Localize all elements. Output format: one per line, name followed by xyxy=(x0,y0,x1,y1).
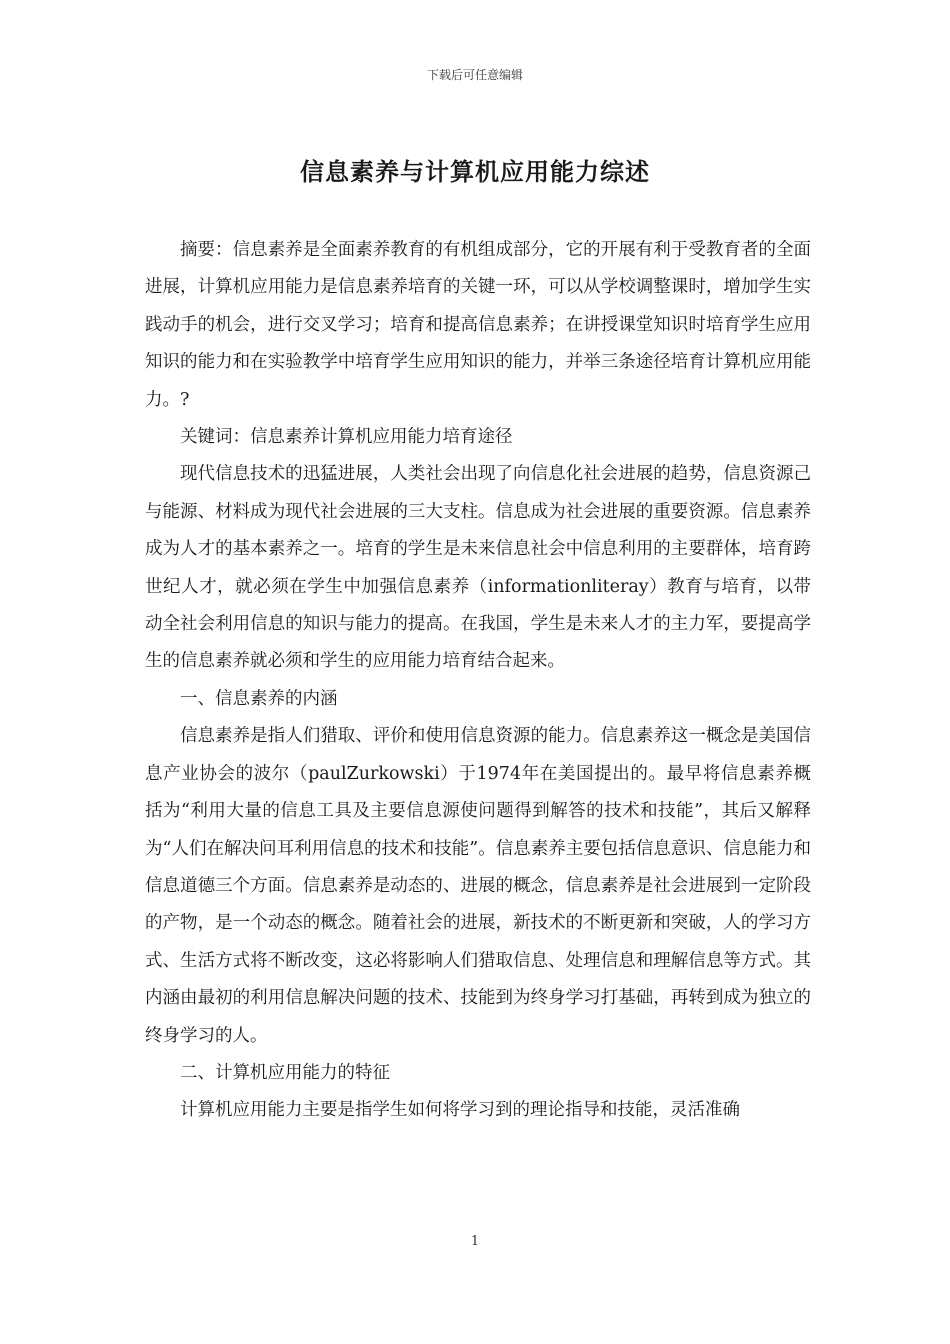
section-1-paragraph: 信息素养是指人们猎取、评价和使用信息资源的能力。信息素养这一概念是美国信息产业协会的波尔（paulZurkowski）于1974年在美国提出的。最早将信息素养概括为“利用大量的信息工具及主要信息源使问题得到解答的技术和技能”，其后又解释为“人们在解决问耳利用信息的技术和技能”。信息素养主要包括信息意识、信息能力和信息道德三个方面。信息素养是动态的、进展的概念，信息素养是社会进展到一定阶段的产物，是一个动态的概念。随着社会的进展，新技术的不断更新和突破，人的学习方式、生活方式将不断改变，这必将影响人们猎取信息、处理信息和理解信息等方式。其内涵由最初的利用信息解决问题的技术、技能到为终身学习打基础，再转到成为独立的终身学习的人。 xyxy=(145,726,811,1046)
section-2-paragraph: 计算机应用能力主要是指学生如何将学习到的理论指导和技能，灵活准确 xyxy=(180,1100,740,1121)
document-title: 信息素养与计算机应用能力综述 xyxy=(300,157,650,186)
section-heading-2: 二、计算机应用能力的特征 xyxy=(180,1062,390,1083)
abstract-paragraph: 摘要：信息素养是全面素养教育的有机组成部分，它的开展有利于受教育者的全面进展，计算机应用能力是信息素养培育的关键一环，可以从学校调整课时，增加学生实践动手的机会，进行交叉学习；培育和提高信息素养；在讲授课堂知识时培育学生应用知识的能力和在实验教学中培育学生应用知识的能力，并举三条途径培育计算机应用能力。? xyxy=(145,240,811,410)
document-body xyxy=(145,232,811,1130)
keywords-paragraph: 关键词：信息素养计算机应用能力培育途径 xyxy=(180,427,513,448)
page-number: 1 xyxy=(470,1234,480,1249)
section-heading-1: 一、信息素养的内涵 xyxy=(180,688,338,709)
intro-paragraph: 现代信息技术的迅猛进展，人类社会出现了向信息化社会进展的趋势，信息资源己与能源、材料成为现代社会进展的三大支柱。信息成为社会进展的重要资源。信息素养成为人才的基本素养之一。培育的学生是未来信息社会中信息利用的主要群体，培育跨世纪人才，就必须在学生中加强信息素养（informationliteray）教育与培育，以带动全社会利用信息的知识与能力的提高。在我国，学生是未来人才的主力军，要提高学生的信息素养就必须和学生的应用能力培育结合起来。 xyxy=(145,464,811,672)
header-note: 下载后可任意编辑 xyxy=(426,68,523,82)
